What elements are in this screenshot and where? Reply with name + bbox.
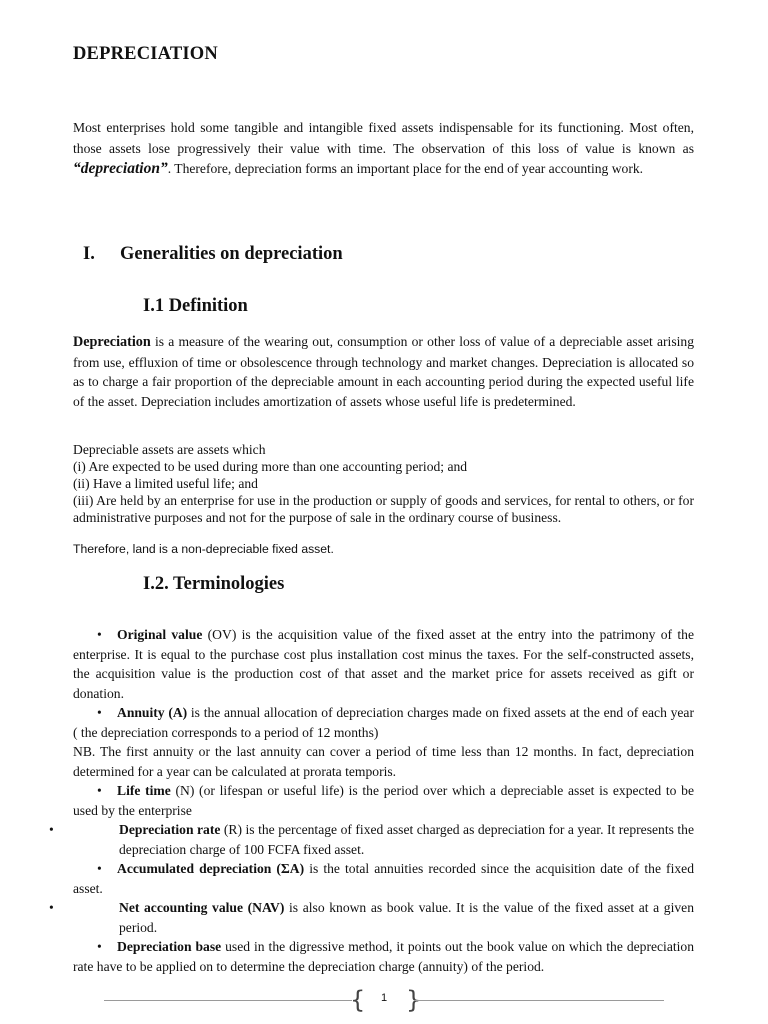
- section-number: I.: [83, 244, 95, 264]
- depreciable-assets-intro: Depreciable assets are assets which: [73, 442, 266, 457]
- land-note: Therefore, land is a non-depreciable fixed asset.: [73, 542, 334, 556]
- term-text: (or lifespan or useful life) is the period over which a depreciable asset is expected to be used by the enterprise: [73, 783, 694, 818]
- definition-paragraph: [73, 332, 694, 411]
- term-abbr: (R): [220, 822, 243, 837]
- footer-brace-right-icon: }: [406, 986, 422, 1014]
- footer-rule-right: [414, 1000, 664, 1001]
- page-number: 1: [380, 992, 388, 1004]
- bullet-icon: •: [97, 705, 102, 720]
- term-text: is the annual allocation of depreciation charges made on fixed assets at the end of each year ( the depreciation corresponds to a period of 12 months): [73, 705, 694, 740]
- depreciable-assets-list: [73, 441, 694, 526]
- list-item: (i) Are expected to be used during more than one accounting period; and: [73, 459, 468, 474]
- term-text: is also known as book value. It is the value of the fixed asset at a given period.: [119, 900, 695, 935]
- terminology-list: [49, 625, 695, 976]
- term-life-time: [73, 781, 694, 820]
- definition-term: Depreciation: [73, 334, 151, 350]
- intro-text-start: Most enterprises hold some tangible and intangible fixed assets indispensable for its functioning. Most often, those assets lose progressively their value with time. The observation of this loss of value is known as: [73, 120, 694, 156]
- term-label: Accumulated depreciation (ΣA): [117, 861, 305, 876]
- term-text: is the total annuities recorded since the acquisition date of the fixed asset.: [73, 861, 694, 896]
- list-item: (iii) Are held by an enterprise for use in the production or supply of goods and services, for rental to others, or for administrative purposes and not for the purpose of sale in the ordinary course of business.: [73, 493, 694, 525]
- term-text: is the percentage of fixed asset charged as depreciation for a year. It represents the depreciation charge of 100 FCFA fixed asset.: [119, 822, 694, 857]
- term-text: is the acquisition value of the fixed asset at the entry into the patrimony of the enterprise. It is equal to the purchase cost plus installation cost minus the taxes. For the self-constructed assets, the acquisition value is the production cost of that asset and the market price for assets received as gift or donation.: [73, 627, 694, 701]
- term-depreciation-base: [73, 937, 694, 976]
- term-abbr: (OV): [202, 627, 237, 642]
- intro-paragraph: [73, 118, 694, 180]
- list-item: (ii) Have a limited useful life; and: [73, 476, 258, 491]
- bullet-icon: •: [97, 861, 102, 876]
- bullet-icon: •: [49, 822, 54, 837]
- term-label: Depreciation rate: [119, 822, 221, 837]
- term-text: used in the digressive method, it points out the book value on which the depreciation rate have to be applied on to determine the depreciation charge (annuity) of the period.: [73, 939, 694, 974]
- intro-emphasis: “depreciation”: [73, 160, 168, 177]
- term-label: Depreciation base: [117, 939, 222, 954]
- term-label: Annuity (A): [117, 705, 188, 720]
- bullet-icon: •: [97, 783, 102, 798]
- bullet-icon: •: [97, 939, 102, 954]
- section-heading: [83, 244, 343, 265]
- term-label: Life time: [117, 783, 171, 798]
- subsection-heading-terminologies: I.2. Terminologies: [143, 574, 285, 594]
- footer-rule-left: [104, 1000, 352, 1001]
- footer-brace-left-icon: {: [350, 986, 366, 1014]
- term-net-accounting-value: [49, 898, 695, 937]
- term-annuity: [73, 703, 694, 742]
- term-label: Original value: [117, 627, 203, 642]
- definition-text: is a measure of the wearing out, consumption or other loss of value of a depreciable asset arising from use, effluxion of time or obsolescence through technology and market changes. Depreciation is allocated so as to charge a fair proportion of the depreciable amount in each accounting period during the expected useful life of the asset. Depreciation includes amortization of assets whose useful life is predetermined.: [73, 334, 694, 409]
- section-title: Generalities on depreciation: [120, 244, 343, 264]
- term-depreciation-rate: [49, 820, 694, 859]
- term-original-value: [73, 625, 694, 703]
- nb-note: NB. The first annuity or the last annuity can cover a period of time less than 12 months. In fact, depreciation determined for a year can be calculated at prorata temporis.: [73, 744, 694, 779]
- term-abbr: (N): [170, 783, 195, 798]
- document-title: DEPRECIATION: [73, 44, 218, 64]
- intro-text-end: . Therefore, depreciation forms an important place for the end of year accounting work.: [167, 161, 644, 176]
- term-accumulated-depreciation: [73, 859, 694, 898]
- bullet-icon: •: [97, 627, 102, 642]
- subsection-heading-definition: I.1 Definition: [143, 296, 248, 316]
- bullet-icon: •: [49, 900, 54, 915]
- term-label: Net accounting value (NAV): [119, 900, 285, 915]
